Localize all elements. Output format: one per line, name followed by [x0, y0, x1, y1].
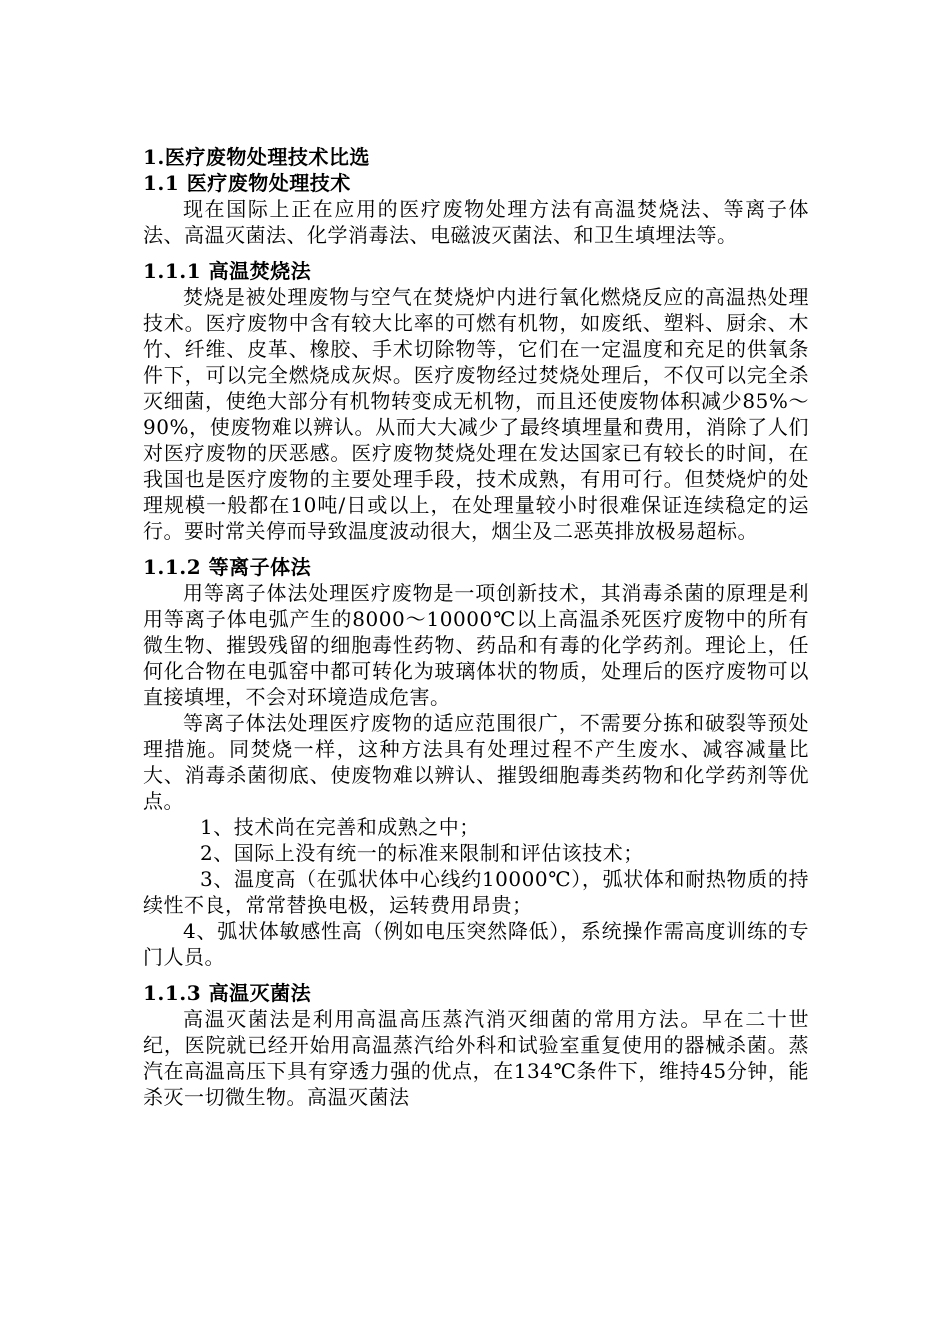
subsection-heading-sterilization: 1.1.3 高温灭菌法 — [143, 981, 312, 1005]
subsection-heading-incineration: 1.1.1 高温焚烧法 — [143, 259, 312, 283]
plasma-list-item-4: 4、弧状体敏感性高（例如电压突然降低），系统操作需高度训练的专门人员。 — [143, 919, 809, 969]
plasma-list-item-3: 3、温度高（在弧状体中心线约10000℃），弧状体和耐热物质的持续性不良，常常替换电极，运转费用昂贵； — [143, 867, 809, 917]
sterilization-paragraph: 高温灭菌法是利用高温高压蒸汽消灭细菌的常用方法。早在二十世纪，医院就已经开始用高温蒸汽给外科和试验室重复使用的器械杀菌。蒸汽在高温高压下具有穿透力强的优点，在134℃条件下，维持45分钟，能杀灭一切微生物。高温灭菌法 — [143, 1007, 809, 1109]
document-body — [143, 144, 809, 1110]
incineration-paragraph: 焚烧是被处理废物与空气在焚烧炉内进行氧化燃烧反应的高温热处理技术。医疗废物中含有较大比率的可燃有机物，如废纸、塑料、厨余、木竹、纤维、皮革、橡胶、手术切除物等，它们在一定温度和充足的供氧条件下，可以完全燃烧成灰烬。医疗废物经过焚烧处理后，不仅可以完全杀灭细菌，使绝大部分有机物转变成无机物，而且还使废物体积减少85%～90%，使废物难以辨认。从而大大减少了最终填埋量和费用，消除了人们对医疗废物的厌恶感。医疗废物焚烧处理在发达国家已有较长的时间，在我国也是医疗废物的主要处理手段，技术成熟，有用可行。但焚烧炉的处理规模一般都在10吨/日或以上，在处理量较小时很难保证连续稳定的运行。要时常关停而导致温度波动很大，烟尘及二恶英排放极易超标。 — [143, 285, 809, 543]
section-heading: 1.1 医疗废物处理技术 — [143, 171, 351, 195]
plasma-paragraph-1: 用等离子体法处理医疗废物是一项创新技术，其消毒杀菌的原理是利用等离子体电弧产生的8000～10000℃以上高温杀死医疗废物中的所有微生物、摧毁残留的细胞毒性药物、药品和有毒的化学药剂。理论上，任何化合物在电弧窑中都可转化为玻璃体状的物质，处理后的医疗废物可以直接填埋，不会对环境造成危害。 — [143, 581, 809, 709]
intro-paragraph: 现在国际上正在应用的医疗废物处理方法有高温焚烧法、等离子体法、高温灭菌法、化学消毒法、电磁波灭菌法、和卫生填埋法等。 — [143, 197, 809, 247]
plasma-list-item-2: 2、国际上没有统一的标准来限制和评估该技术； — [200, 841, 644, 865]
subsection-heading-plasma: 1.1.2 等离子体法 — [143, 555, 312, 579]
plasma-paragraph-2: 等离子体法处理医疗废物的适应范围很广，不需要分拣和破裂等预处理措施。同焚烧一样，这种方法具有处理过程不产生废水、减容减量比大、消毒杀菌彻底、使废物难以辨认、摧毁细胞毒类药物和化学药剂等优点。 — [143, 711, 809, 813]
document-title: 1.医疗废物处理技术比选 — [143, 145, 370, 169]
plasma-list-item-1: 1、技术尚在完善和成熟之中； — [200, 815, 480, 839]
